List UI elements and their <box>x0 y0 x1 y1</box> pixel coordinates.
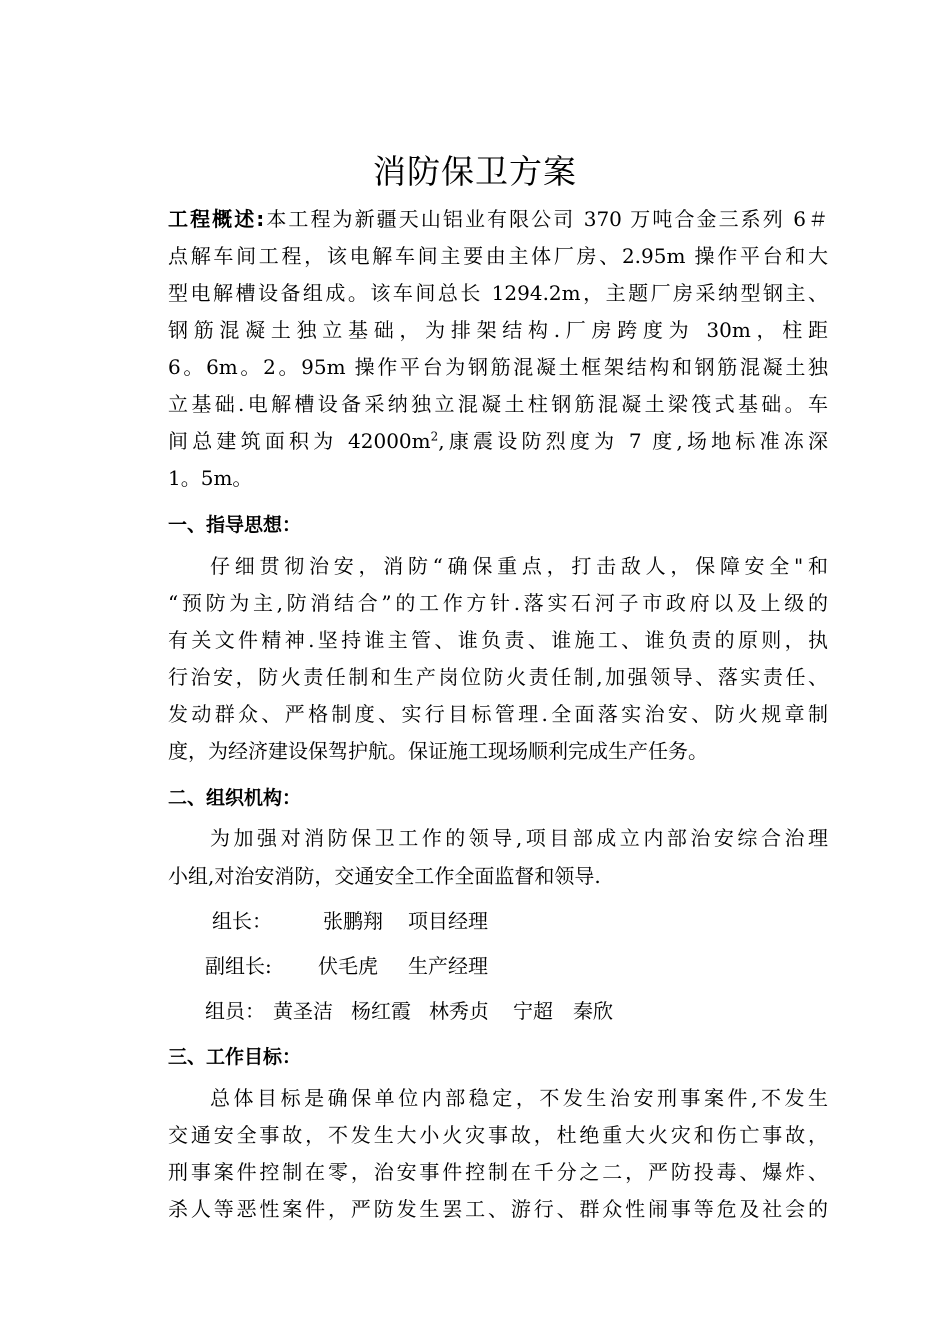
overview-area-sup: 2 <box>430 429 439 444</box>
overview-area-tail: ,康震设防烈度为 7 度,场地标准冻深 <box>438 429 829 453</box>
member-name: 林秀贞 <box>429 999 489 1023</box>
deputy-name: 伏毛虎 <box>318 954 378 978</box>
members-label: 组员： <box>205 999 265 1023</box>
overview-line-3: 型电解槽设备组成。该车间总长 1294.2m，主题厂房采纳型钢主、 <box>168 281 828 305</box>
section3-line-3: 刑事案件控制在零，治安事件控制在千分之二，严防投毒、爆炸、 <box>168 1160 828 1184</box>
overview-line-7 <box>168 426 828 456</box>
section1-line-3: 有关文件精神.坚持谁主管、谁负责、谁施工、谁负责的原则，执 <box>168 628 828 652</box>
overview-line-1 <box>168 204 828 234</box>
member-name: 宁超 <box>513 999 553 1023</box>
section2-line-1: 为加强对消防保卫工作的领导,项目部成立内部治安综合治理 <box>210 826 828 850</box>
overview-line-5: 6。6m。2。95m 操作平台为钢筋混凝土框架结构和钢筋混凝土独 <box>168 355 828 379</box>
overview-area-text: 间总建筑面积为 42000m <box>168 429 431 453</box>
overview-line-2: 点解车间工程，该电解车间主要由主体厂房、2.95m 操作平台和大 <box>168 244 828 268</box>
member-name: 秦欣 <box>573 999 613 1023</box>
section1-line-5: 发动群众、严格制度、实行目标管理.全面落实治安、防火规章制 <box>168 702 828 726</box>
overview-line-4: 钢筋混凝土独立基础，为排架结构.厂房跨度为 30m，柱距 <box>168 318 828 342</box>
overview-line-6: 立基础.电解槽设备采纳独立混凝土柱钢筋混凝土梁筏式基础。车 <box>168 392 828 416</box>
section1-line-2: “预防为主,防消结合”的工作方针.落实石河子市政府以及上级的 <box>168 591 828 615</box>
overview-line-8: 1。5m。 <box>168 466 253 490</box>
section2-heading: 二、组织机构： <box>168 787 302 809</box>
section3-line-4: 杀人等恶性案件，严防发生罢工、游行、群众性闹事等危及社会的 <box>168 1197 828 1221</box>
section1-line-1: 仔细贯彻治安，消防“确保重点，打击敌人，保障安全"和 <box>210 554 828 578</box>
leader-label: 组长： <box>212 909 272 933</box>
section3-line-1: 总体目标是确保单位内部稳定，不发生治安刑事案件,不发生 <box>210 1086 828 1110</box>
section1-line-4: 行治安，防火责任制和生产岗位防火责任制,加强领导、落实责任、 <box>168 665 828 689</box>
overview-label: 工程概述: <box>168 207 265 231</box>
section1-heading: 一、指导思想： <box>168 514 302 536</box>
member-name: 黄圣洁 <box>273 999 333 1023</box>
leader-role: 项目经理 <box>408 909 488 933</box>
member-name: 杨红霞 <box>351 999 411 1023</box>
page-title: 消防保卫方案 <box>373 152 577 191</box>
section2-line-2: 小组,对治安消防，交通安全工作全面监督和领导. <box>168 864 601 888</box>
deputy-role: 生产经理 <box>408 954 488 978</box>
deputy-label: 副组长: <box>205 954 272 978</box>
leader-name: 张鹏翔 <box>323 909 383 933</box>
section3-line-2: 交通安全事故，不发生大小火灾事故，杜绝重大火灾和伤亡事故， <box>168 1123 828 1147</box>
section3-heading: 三、工作目标： <box>168 1046 302 1068</box>
overview-text-1: 本工程为新疆天山铝业有限公司 370 万吨合金三系列 6＃ <box>264 207 828 231</box>
section1-line-6: 度，为经济建设保驾护航。保证施工现场顺利完成生产任务。 <box>168 739 708 763</box>
